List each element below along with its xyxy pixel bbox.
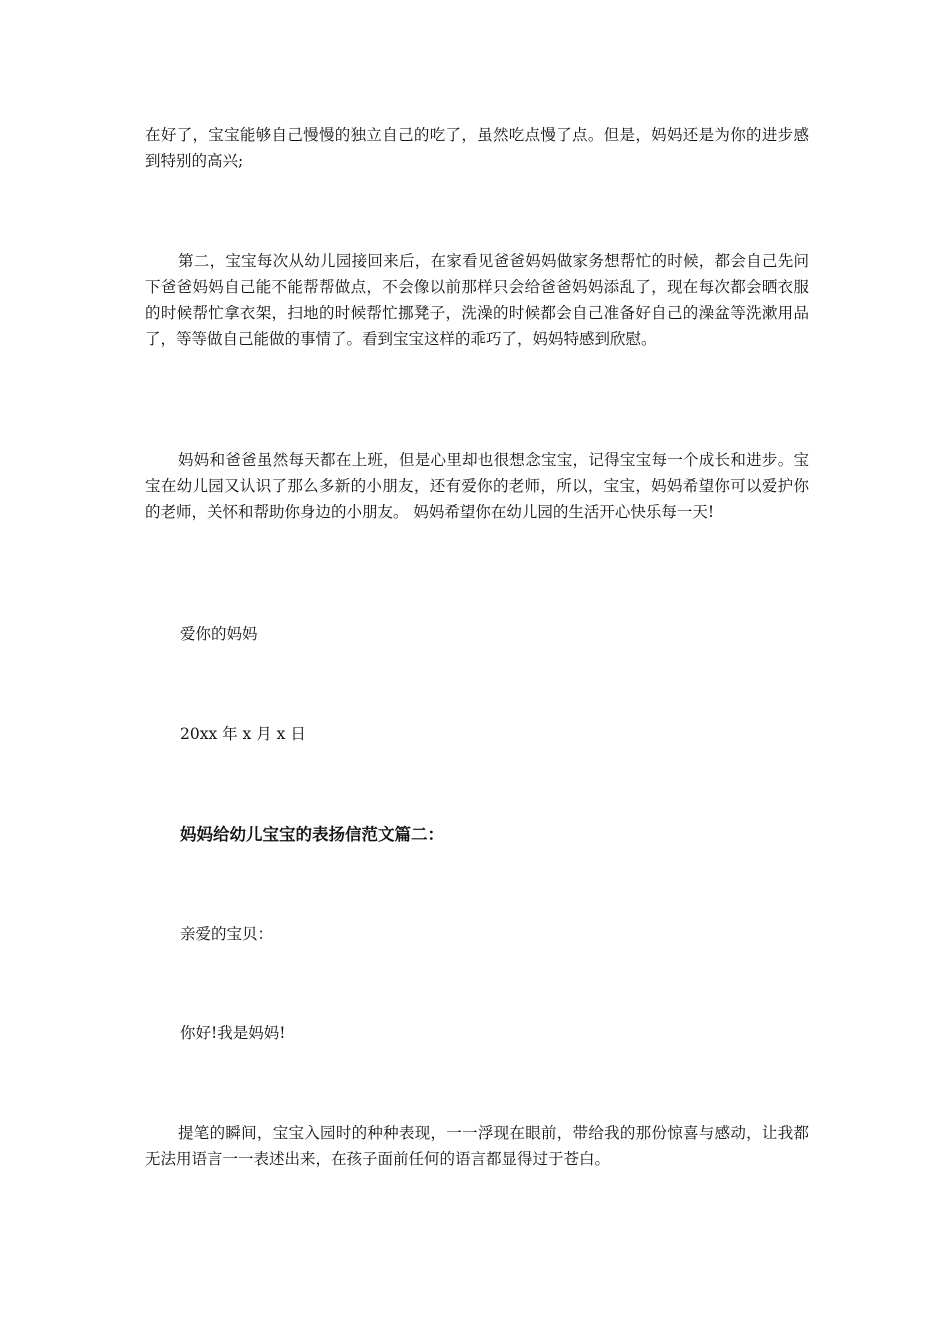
date: 20xx 年 x 月 x 日 [180,725,306,743]
salutation: 亲爱的宝贝： [180,925,274,943]
greeting: 你好!我是妈妈! [180,1024,286,1042]
section-heading: 妈妈给幼儿宝宝的表扬信范文篇二： [180,825,444,844]
paragraph-1: 在好了，宝宝能够自己慢慢的独立自己的吃了，虽然吃点慢了点。但是，妈妈还是为你的进步感到特别的高兴; [145,126,809,170]
closing-paragraph: 提笔的瞬间，宝宝入园时的种种表现，一一浮现在眼前，带给我的那份惊喜与感动，让我都无法用语言一一表述出来，在孩子面前任何的语言都显得过于苍白。 [145,1124,809,1168]
paragraph-3: 妈妈和爸爸虽然每天都在上班，但是心里却也很想念宝宝，记得宝宝每一个成长和进步。宝宝在幼儿园又认识了那么多新的小朋友，还有爱你的老师，所以，宝宝，妈妈希望你可以爱护你的老师，关怀和帮助你身边的小朋友。 妈妈希望你在幼儿园的生活开心快乐每一天! [145,451,809,521]
signature: 爱你的妈妈 [180,625,258,643]
paragraph-2: 第二，宝宝每次从幼儿园接回来后，在家看见爸爸妈妈做家务想帮忙的时候，都会自己先问下爸爸妈妈自己能不能帮帮做点，不会像以前那样只会给爸爸妈妈添乱了，现在每次都会晒衣服的时候帮忙拿衣架，扫地的时候帮忙挪凳子，洗澡的时候都会自己准备好自己的澡盆等洗漱用品了，等等做自己能做的事情了。看到宝宝这样的乖巧了，妈妈特感到欣慰。 [145,252,809,348]
